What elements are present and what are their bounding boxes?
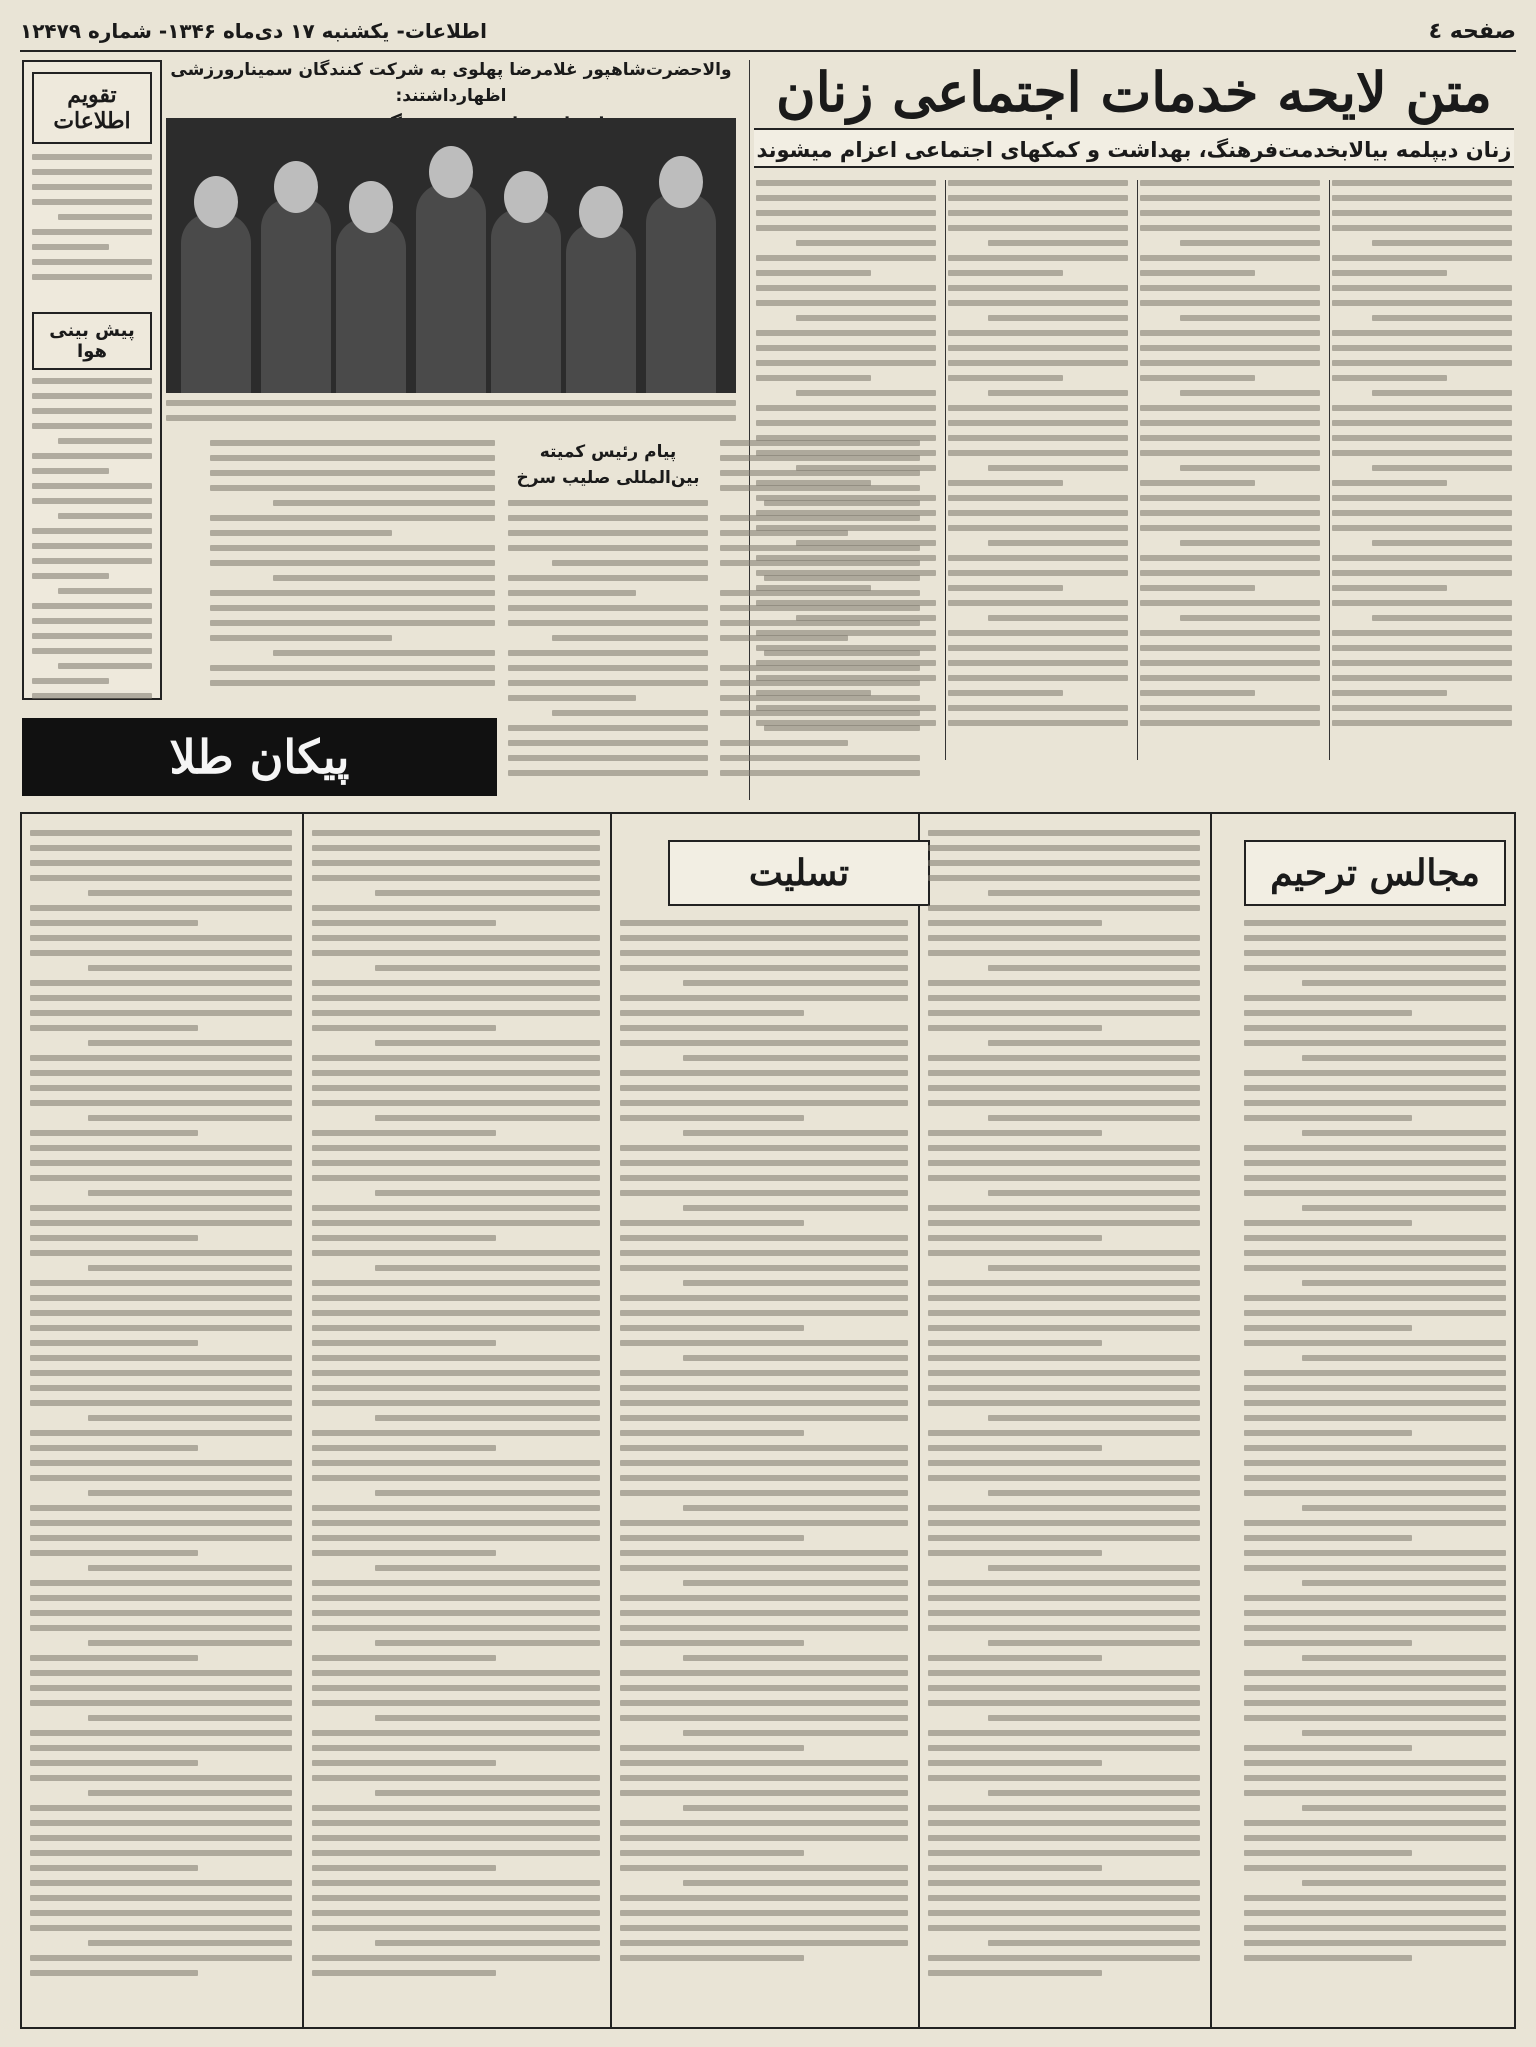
sport-body-2 [720,440,920,800]
calendar-box [22,60,162,700]
notices-divider [302,812,304,2029]
notices-divider [1210,812,1212,2029]
column-divider [945,180,946,760]
tasliat-header: تسلیت [668,840,930,906]
column-divider [1329,180,1330,760]
notices-column-1 [1244,920,1506,2020]
weather-title: پیش بینی هوا [32,312,152,370]
sub-headline: زنان دیپلمه بیالابخدمت‌فرهنگ، بهداشت و کمکهای اجتماعی اعزام میشوند [754,128,1514,168]
notices-divider [610,812,612,2029]
column-divider [1137,180,1138,760]
page-number: صفحه ٤ [1428,18,1516,44]
redcross-headline: پیام رئیس کمیته بین‌المللی صلیب سرخ [516,442,700,488]
majales-header: مجالس ترحیم [1244,840,1506,906]
photo-caption [166,400,736,440]
sport-body [210,440,495,710]
redcross-body [508,500,708,800]
notices-column-5 [30,830,292,2020]
article-column-2 [1140,180,1320,760]
masthead-rule [20,50,1516,52]
masthead [20,14,1516,48]
notices-column-4 [312,830,600,2020]
calendar-dates [32,154,152,304]
main-headline: متن لایحه خدمات اجتماعی زنان [776,60,1492,124]
notices-column-2 [928,830,1200,2020]
news-photo [166,118,736,393]
weather-body [32,378,152,738]
article-column-1 [1332,180,1512,760]
peykan-ad: پیکان طلا [22,718,497,796]
issue-info: اطلاعات- یکشنبه ۱۷ دی‌ماه ۱۳۴۶- شماره ۱۲۴۷۹ [20,19,487,43]
notices-column-3 [620,920,908,2020]
article-column-3 [948,180,1128,760]
calendar-title: تقویم اطلاعات [32,72,152,144]
sport-lead: والاحضرت‌شاهپور غلامرضا پهلوی به شرکت کنندگان سمینار‌ورزشی اظهارداشتند: [170,60,732,106]
notices-divider [918,812,920,2029]
